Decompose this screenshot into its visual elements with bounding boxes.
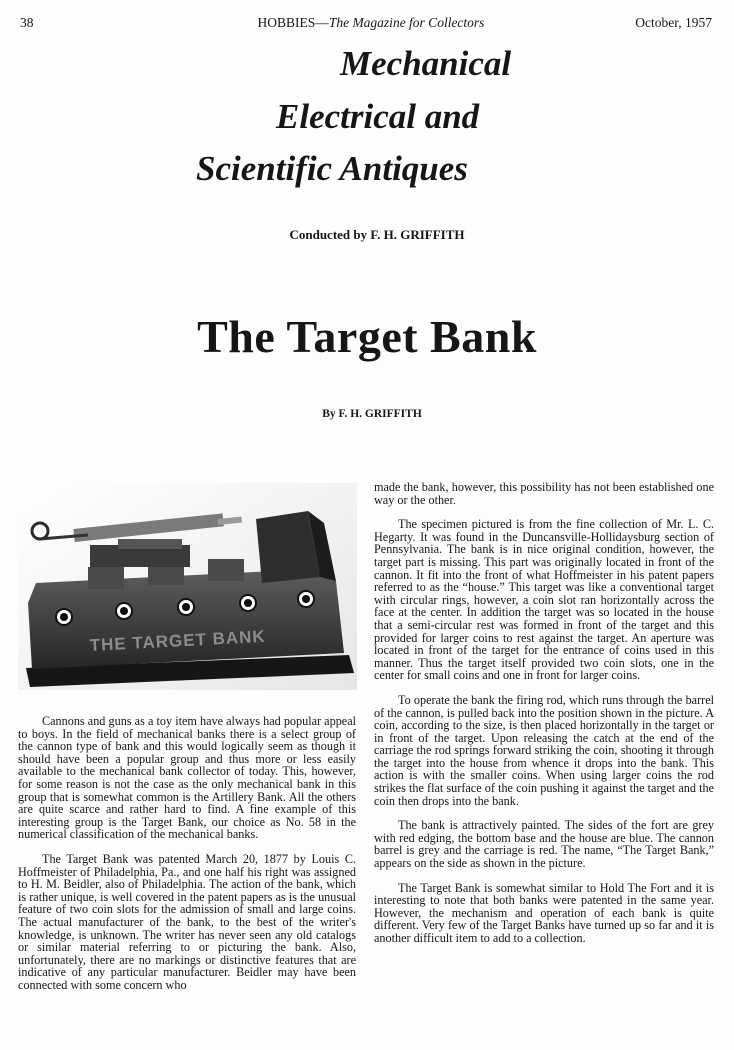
page-number: 38 — [20, 15, 34, 30]
magazine-name — [20, 15, 712, 31]
paragraph-patent: The Target Bank was patented March 20, 1877 by Louis C. Hoffmeister of Philadelphia, Pa., and one half his right was assigned to H. M. Beidler, also of Philadelphia. The action of the bank, which is rather unique, is well covered in the patent papers as is the unusual feature of two coin slots for the admission of small and large coins. The actual manufacturer of the bank, to the best of the writer's knowledge, is unknown. The writer has never seen any old catalogs or similar material referring to or picturing the bank. Also, unfortunately, there are no markings or distinctive features that are indicative of any particular manufacturer. Beidler may have been connected with some concern who — [18, 851, 356, 992]
paragraph-continuation: made the bank, however, this possibility has not been established one way or the other. — [374, 480, 714, 507]
magazine-tagline: The Magazine for Collectors — [328, 15, 485, 30]
article-byline: By F. H. GRIFFITH — [322, 408, 422, 420]
paragraph-paint: The bank is attractively painted. The sides of the fort are grey with red edging, the bottom base and the house are blue. The cannon barrel is grey and the carriage is red. The name, “The Target Bank,” appears on the side as shown in the picture. — [374, 818, 714, 871]
running-header — [20, 15, 712, 33]
paragraph-operation: To operate the bank the firing rod, which runs through the barrel of the cannon, is pulled back into the position shown in the picture. A coin, according to the size, is then placed horizontally in the target or in front of the target. Upon releasing the catch at the end of the carriage the rod springs forward striking the coin, shooting it through the target into the house from whence it drops into the bank. This action is with the smaller coins. When using larger coins the rod strikes the flat surface of the coin pushing it against the target and the coin then drops into the bank. — [374, 692, 714, 808]
embossed-bank-name: THE TARGET BANK — [89, 626, 267, 655]
conducted-by: Conducted by F. H. GRIFFITH — [289, 227, 465, 242]
department-title-line-3: Scientific Antiques — [196, 149, 468, 188]
target-bank-photo — [18, 483, 357, 690]
paragraph-specimen: The specimen pictured is from the fine collection of Mr. L. C. Hegarty. It was found in the Duncansville-Hollidaysburg section of Pennsylvania. The bank is in nice original condition, however, the target part is missing. This part was originally located in front of the cannon. It fit into the front of what Hoffmeister in his patent papers referred to as the “house.” This target was like a conventional target with circular rings, however, a coin slot ran horizontally across the face at the center. In addition the target was so located in the house that a semi-circular rest was formed in front of the target and this provided for larger coins to rest against the target. An aperture was located in front of the target for the entrance of coins used in this manner. Thus the target itself provided two coin slots, one in the center for small coins and one in front for larger coins. — [374, 517, 714, 683]
department-title-line-2: Electrical and — [276, 97, 480, 136]
left-column — [18, 715, 356, 991]
paragraph-intro: Cannons and guns as a toy item have always had popular appeal to boys. In the field of mechanical banks there is a select group of the cannon type of bank and this would logically seem as though it should have been a popular group and thus more or less easily available to the mechanical bank collector of today. This, however, for some reason is not the case as the only mechanical bank in this group that is somewhat common is the Artillery Bank. All the others are quite scarce and rather hard to find. A fine example of this interesting group is the Target Bank, our choice as No. 58 in the numerical classification of the mechanical banks. — [18, 714, 356, 842]
issue-date: October, 1957 — [635, 15, 712, 30]
right-column — [374, 481, 714, 945]
magazine-prefix: HOBBIES— — [257, 15, 329, 30]
paragraph-comparison: The Target Bank is somewhat similar to Hold The Fort and it is interesting to note that both banks were patented in the same year. However, the mechanism and operation of each bank is quite different. Very few of the Target Banks have turned up so far and it is another difficult item to add to a collection. — [374, 880, 714, 945]
article-title: The Target Bank — [197, 311, 537, 362]
department-title-line-1: Mechanical — [340, 44, 512, 83]
